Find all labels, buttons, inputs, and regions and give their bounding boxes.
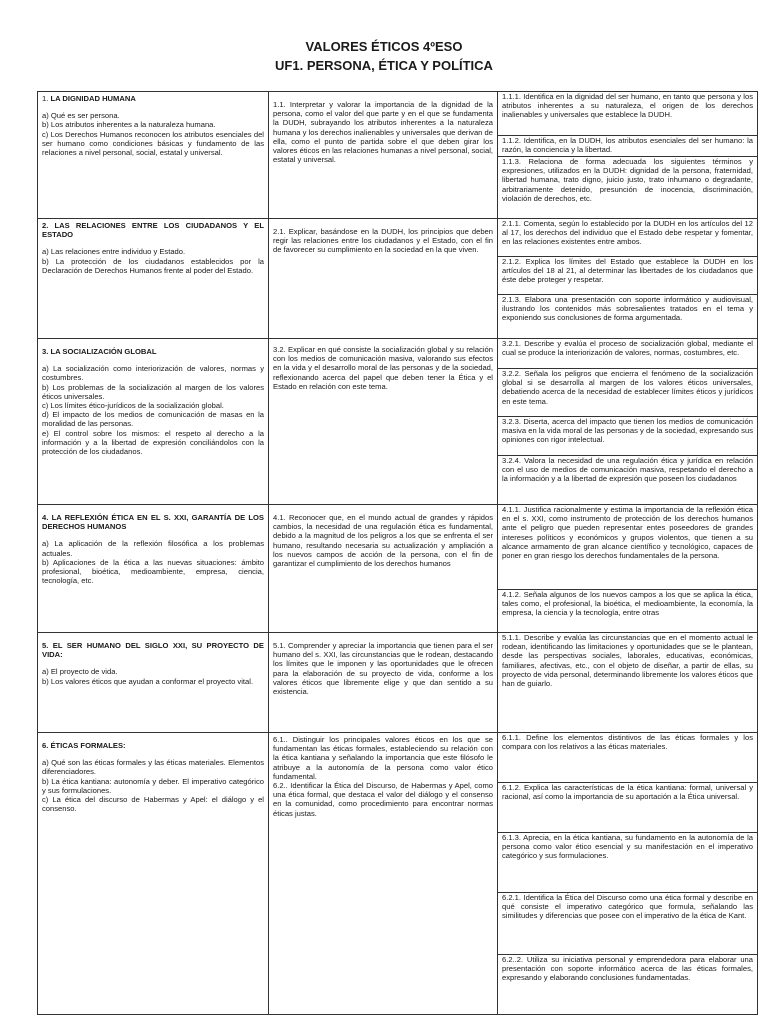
section-title: 3. LA SOCIALIZACIÓN GLOBAL (42, 347, 157, 356)
content-item: b) La protección de los ciudadanos establecidos por la Declaración de Derechos Humanos frente al poder del Estado. (42, 256, 264, 275)
content-item: b) Aplicaciones de la ética a las nuevas situaciones: ámbito profesional, bioética, medioambiente, empresa, ciencia, tecnología, etc. (42, 557, 264, 586)
criterion-text: 2.1. Explicar, basándose en la DUDH, los principios que deben regir las relaciones entre los ciudadanos y el Estado, con el fin de favorecer su cumplimiento en la sociedad en la que viven. (273, 227, 493, 255)
section-title: 2. LAS RELACIONES ENTRE LOS CIUDADANOS Y EL ESTADO (42, 221, 264, 240)
criterion-text: 5.1. Comprender y apreciar la importancia que tienen para el ser humano del s. XXI, las circunstancias que le rodean, destacando los límites que le imponen y las oportunidades que le ofrecen para la elaboración de su proyecto de vida, conforme a los valores éticos que libremente elige y que dan sentido a su existencia. (273, 641, 493, 697)
table-row (38, 339, 758, 505)
table-row (38, 219, 758, 339)
content-item: a) Qué son las éticas formales y las éticas materiales. Elementos diferenciadores. (42, 758, 264, 777)
standard-item: 3.2.4. Valora la necesidad de una regulación ética y jurídica en relación con el uso de medios de comunicación masiva, respetando el derecho a la información y a la libertad de expresión que poseen los ciudadanos (502, 456, 753, 484)
criterion-text: 3.2. Explicar en qué consiste la socialización global y su relación con los medios de comunicación masiva, valorando sus efectos en la vida y el desarrollo moral de las personas y de la sociedad, reflexionando acerca del papel que deben tener la Ética y el Estado en relación con este tema. (273, 345, 493, 391)
standard-item: 1.1.1. Identifica en la dignidad del ser humano, en tanto que persona y los atributos inherentes a su naturaleza, el origen de los derechos inalienables y universales que establece la DUDH. (498, 92, 757, 136)
content-item: b) Los atributos inherentes a la naturaleza humana. (42, 120, 216, 130)
contents-cell (38, 219, 269, 339)
standard-item: 2.1.3. Elabora una presentación con soporte informático y audiovisual, ilustrando los contenidos más sobresalientes tratados en el tema y exponiendo sus conclusiones de forma argumentada. (502, 295, 753, 323)
contents-cell (38, 733, 269, 1015)
table-row (38, 633, 758, 733)
standards-cell (498, 339, 758, 505)
criteria-cell (269, 733, 498, 1015)
standards-cell (498, 505, 758, 633)
criteria-cell (269, 505, 498, 633)
standard-item: 3.2.3. Diserta, acerca del impacto que tienen los medios de comunicación masiva en la vida moral de las personas y de la sociedad, expresando sus opiniones con rigor intelectual. (498, 417, 757, 456)
criteria-cell (269, 92, 498, 219)
standard-item: 4.1.1. Justifica racionalmente y estima la importancia de la reflexión ética en el s. XXI, como instrumento de protección de los derechos humanos ante el peligro que pueden representar entes poseedores de grandes intereses políticos y económicos y grupos violentos, que tienen a su alcance armamento de gran alcance científico y tecnológico, capaces de poner en gran riesgo los derechos fundamentales de la persona. (498, 505, 757, 590)
standard-item: 1.1.3. Relaciona de forma adecuada los siguientes términos y expresiones, utilizados en la DUDH: dignidad de la persona, fraternidad, libertad humana, trato digno, juicio justo, trato inhumano o degradante, arbitrariamente detenido, presunción de inocencia, discriminación, violación de derechos, etc. (502, 157, 753, 203)
content-item: a) Qué es ser persona. (42, 111, 120, 121)
standard-item: 3.2.2. Señala los peligros que encierra el fenómeno de la socialización global si se desarrolla al margen de los valores éticos universales, debatiendo acerca de la necesidad de establecer límites éticos y jurídicos en este tema. (498, 369, 757, 417)
table-row (38, 733, 758, 1015)
content-item: d) El impacto de los medios de comunicación de masas en la moralidad de las personas. (42, 410, 264, 429)
standard-item: 6.1.3. Aprecia, en la ética kantiana, su fundamento en la autonomía de la persona como valor ético esencial y su manifestación en el imperativo categórico y sus formulaciones. (498, 833, 757, 893)
content-item: b) La ética kantiana: autonomía y deber. El imperativo categórico y sus formulaciones. (42, 776, 264, 795)
criterion-text: 6.2.. Identificar la Ética del Discurso, de Habermas y Apel, como una ética formal, que destaca el valor del diálogo y el consenso en la comunidad, como procedimiento para encontrar normas éticas justas. (273, 781, 493, 818)
standard-item: 6.2..2. Utiliza su iniciativa personal y emprendedora para elaborar una presentación con soporte informático acerca de las éticas formales, expresando y elaborando conclusiones fundamentadas. (502, 955, 753, 983)
contents-cell (38, 92, 269, 219)
document-subtitle: UF1. PERSONA, ÉTICA Y POLÍTICA (275, 58, 493, 73)
standard-item: 2.1.1. Comenta, según lo establecido por la DUDH en los artículos del 12 al 17, los derechos del individuo que el Estado debe respetar y fomentar, en las relaciones existentes entre ambos. (498, 219, 757, 257)
standards-cell (498, 219, 758, 339)
standard-item: 5.1.1. Describe y evalúa las circunstancias que en el momento actual le rodean, identificando las limitaciones y oportunidades que se le plantean, desde las perspectivas sociales, laborales, educativas, económicas, familiares, afectivas, etc., con el objeto de diseñar, a partir de ellas, su proyecto de vida personal, determinando libremente los valores éticos que han de guiarlo. (502, 633, 753, 689)
table-row (38, 92, 758, 219)
content-item: b) Los valores éticos que ayudan a conformar el proyecto vital. (42, 676, 254, 686)
section-title: 6. ÉTICAS FORMALES: (42, 741, 126, 750)
content-item: a) El proyecto de vida. (42, 667, 118, 677)
content-item: a) La socialización como interiorización de valores, normas y costumbres. (42, 364, 264, 383)
standard-item: 6.1.1. Define los elementos distintivos de las éticas formales y los compara con los relativos a las éticas materiales. (498, 733, 757, 783)
content-item: c) Los límites ético-jurídicos de la socialización global. (42, 401, 224, 411)
section-title: 4. LA REFLEXIÓN ÉTICA EN EL S. XXI, GARANTÍA DE LOS DERECHOS HUMANOS (42, 513, 264, 532)
section-title: 1. LA DIGNIDAD HUMANA (42, 94, 136, 103)
standard-item: 1.1.2. Identifica, en la DUDH, los atributos esenciales del ser humano: la razón, la conciencia y la libertad. (498, 136, 757, 157)
document-title: VALORES ÉTICOS 4ºESO (305, 39, 463, 54)
criterion-text: 1.1. Interpretar y valorar la importancia de la dignidad de la persona, como el valor del que parte y en el que se fundamenta la DUDH, subrayando los atributos inherentes a la naturaleza humana y los derechos inalienables y universales que derivan de ella, como el punto de partida sobre el que deben girar los valores éticos en las relaciones humanas a nivel personal, social, estatal y universal. (273, 100, 493, 165)
standard-item: 6.2.1. Identifica la Ética del Discurso como una ética formal y describe en qué consiste el imperativo categórico que formula, señalando las similitudes y diferencias que posee con el imperativo de la ética de Kant. (498, 893, 757, 955)
contents-cell (38, 505, 269, 633)
contents-cell (38, 339, 269, 505)
content-item: c) Los Derechos Humanos reconocen los atributos esenciales del ser humano como condiciones básicas y fundamento de las relaciones a nivel personal, social, estatal y universal. (42, 129, 264, 158)
standards-cell (498, 733, 758, 1015)
contents-cell (38, 633, 269, 733)
section-title: 5. EL SER HUMANO DEL SIGLO XXI, SU PROYECTO DE VIDA: (42, 641, 264, 660)
criteria-cell (269, 633, 498, 733)
content-item: b) Los problemas de la socialización al margen de los valores éticos universales. (42, 382, 264, 401)
standard-item: 3.2.1. Describe y evalúa el proceso de socialización global, mediante el cual se produce la interiorización de valores, normas, costumbres, etc. (498, 339, 757, 369)
content-item: c) La ética del discurso de Habermas y Apel: el diálogo y el consenso. (42, 795, 264, 814)
standard-item: 4.1.2. Señala algunos de los nuevos campos a los que se aplica la ética, tales como, el profesional, la bioética, el medioambiente, la economía, la empresa, la ciencia y la tecnología, entre otras (502, 590, 753, 618)
content-item: a) La aplicación de la reflexión filosófica a los problemas actuales. (42, 539, 264, 558)
table-row (38, 505, 758, 633)
criterion-text: 4.1. Reconocer que, en el mundo actual de grandes y rápidos cambios, la necesidad de una regulación ética es fundamental, debido a la magnitud de los peligros a los que se enfrenta el ser humano, resultando necesaria su actualización y ampliación a los nuevos campos de acción de la persona, con el fin de garantizar el cumplimiento de los derechos humanos (273, 513, 493, 569)
standards-cell (498, 92, 758, 219)
standards-cell (498, 633, 758, 733)
curriculum-table (37, 91, 758, 1015)
criterion-text: 6.1.. Distinguir los principales valores éticos en los que se fundamentan las éticas formales, estableciendo su relación con la ética kantiana y señalando la importancia que este filósofo le atribuye a la autonomía de la persona como valor ético fundamental. (273, 735, 493, 781)
criteria-cell (269, 339, 498, 505)
criteria-cell (269, 219, 498, 339)
content-item: e) El control sobre los mismos: el respeto al derecho a la información y a la libertad de expresión conciliándolos con la protección de los ciudadanos. (42, 428, 264, 457)
standard-item: 6.1.2. Explica las características de la ética kantiana: formal, universal y racional, así como la importancia de su aportación a la Ética universal. (498, 783, 757, 833)
standard-item: 2.1.2. Explica los límites del Estado que establece la DUDH en los artículos del 18 al 21, al determinar las libertades de los ciudadanos que éste debe proteger y respetar. (498, 257, 757, 295)
content-item: a) Las relaciones entre individuo y Estado. (42, 247, 186, 257)
